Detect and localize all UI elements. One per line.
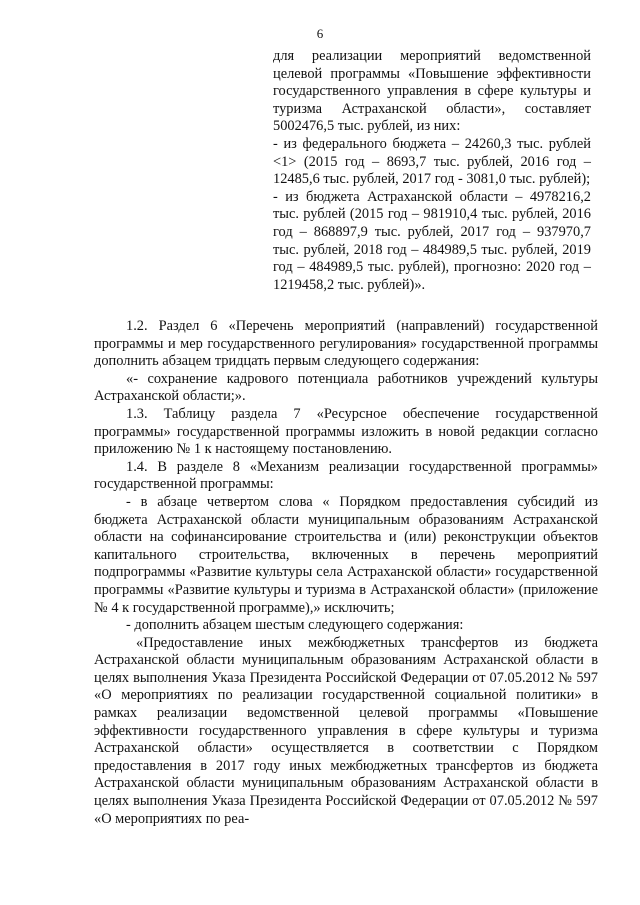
paragraph-1-3: 1.3. Таблицу раздела 7 «Ресурсное обеспечение государственной программы» государственной программы изложить в новой редакции согласно приложению № 1 к настоящему постановлению. [94,405,598,458]
paragraph-quote-2: «Предоставление иных межбюджетных трансфертов из бюджета Астраханской области муниципальным образованиям Астраханской области в целях выполнения Указа Президента Российской Федерации от 07.05.2012 № 597 «О мероприятиях по реализации государственной социальной политики» в рамках реализации ведомственной целевой программы «Повышение эффективности государственного управления в сфере культуры и туризма Астраханской области» осуществляется в соответствии с Порядком предоставления в 2017 году иных межбюджетных трансфертов из бюджета Астраханской области муниципальным образованиям Астраханской области в целях выполнения Указа Президента Российской Федерации от 07.05.2012 № 597 «О мероприятиях по реа- [94,634,598,827]
main-text [94,318,598,828]
right-column-block [273,48,591,294]
right-column-paragraph: - из бюджета Астраханской области – 4978216,2 тыс. рублей (2015 год – 981910,4 тыс. рублей, 2016 год – 868897,9 тыс. рублей, 2017 год – 937970,7 тыс. рублей, 2018 год – 484989,5 тыс. рублей, 2019 год – 484989,5 тыс. рублей), прогнозно: 2020 год – 1219458,2 тыс. рублей)». [273,188,591,293]
right-column-paragraph: - из федерального бюджета – 24260,3 тыс. рублей <1> (2015 год – 8693,7 тыс. рублей, 2016 год – 12485,6 тыс. рублей, 2017 год - 3081,0 тыс. рублей); [273,135,591,188]
paragraph-quote-1: «- сохранение кадрового потенциала работников учреждений культуры Астраханской области;». [94,370,598,405]
page-number: 6 [316,26,324,41]
paragraph-bullet-1: - в абзаце четвертом слова « Порядком предоставления субсидий из бюджета Астраханской области муниципальным образованиям Астраханской области на софинансирование строительства и (или) реконструкции объектов капитального строительства, включенных в перечень мероприятий подпрограммы «Развитие культуры села Астраханской области» государственной программы «Развитие культуры и туризма в Астраханской области» (приложение № 4 к государственной программе),» исключить; [94,493,598,616]
paragraph-1-4: 1.4. В разделе 8 «Механизм реализации государственной программы» государственной программы: [94,458,598,493]
paragraph-1-2: 1.2. Раздел 6 «Перечень мероприятий (направлений) государственной программы и мер государственного регулирования» государственной программы дополнить абзацем тридцать первым следующего содержания: [94,318,598,370]
paragraph-bullet-2: - дополнить абзацем шестым следующего содержания: [126,617,464,634]
right-column-paragraph: для реализации мероприятий ведомственной целевой программы «Повышение эффективности государственного управления в сфере культуры и туризма Астраханской области», составляет 5002476,5 тыс. рублей, из них: [273,48,591,135]
